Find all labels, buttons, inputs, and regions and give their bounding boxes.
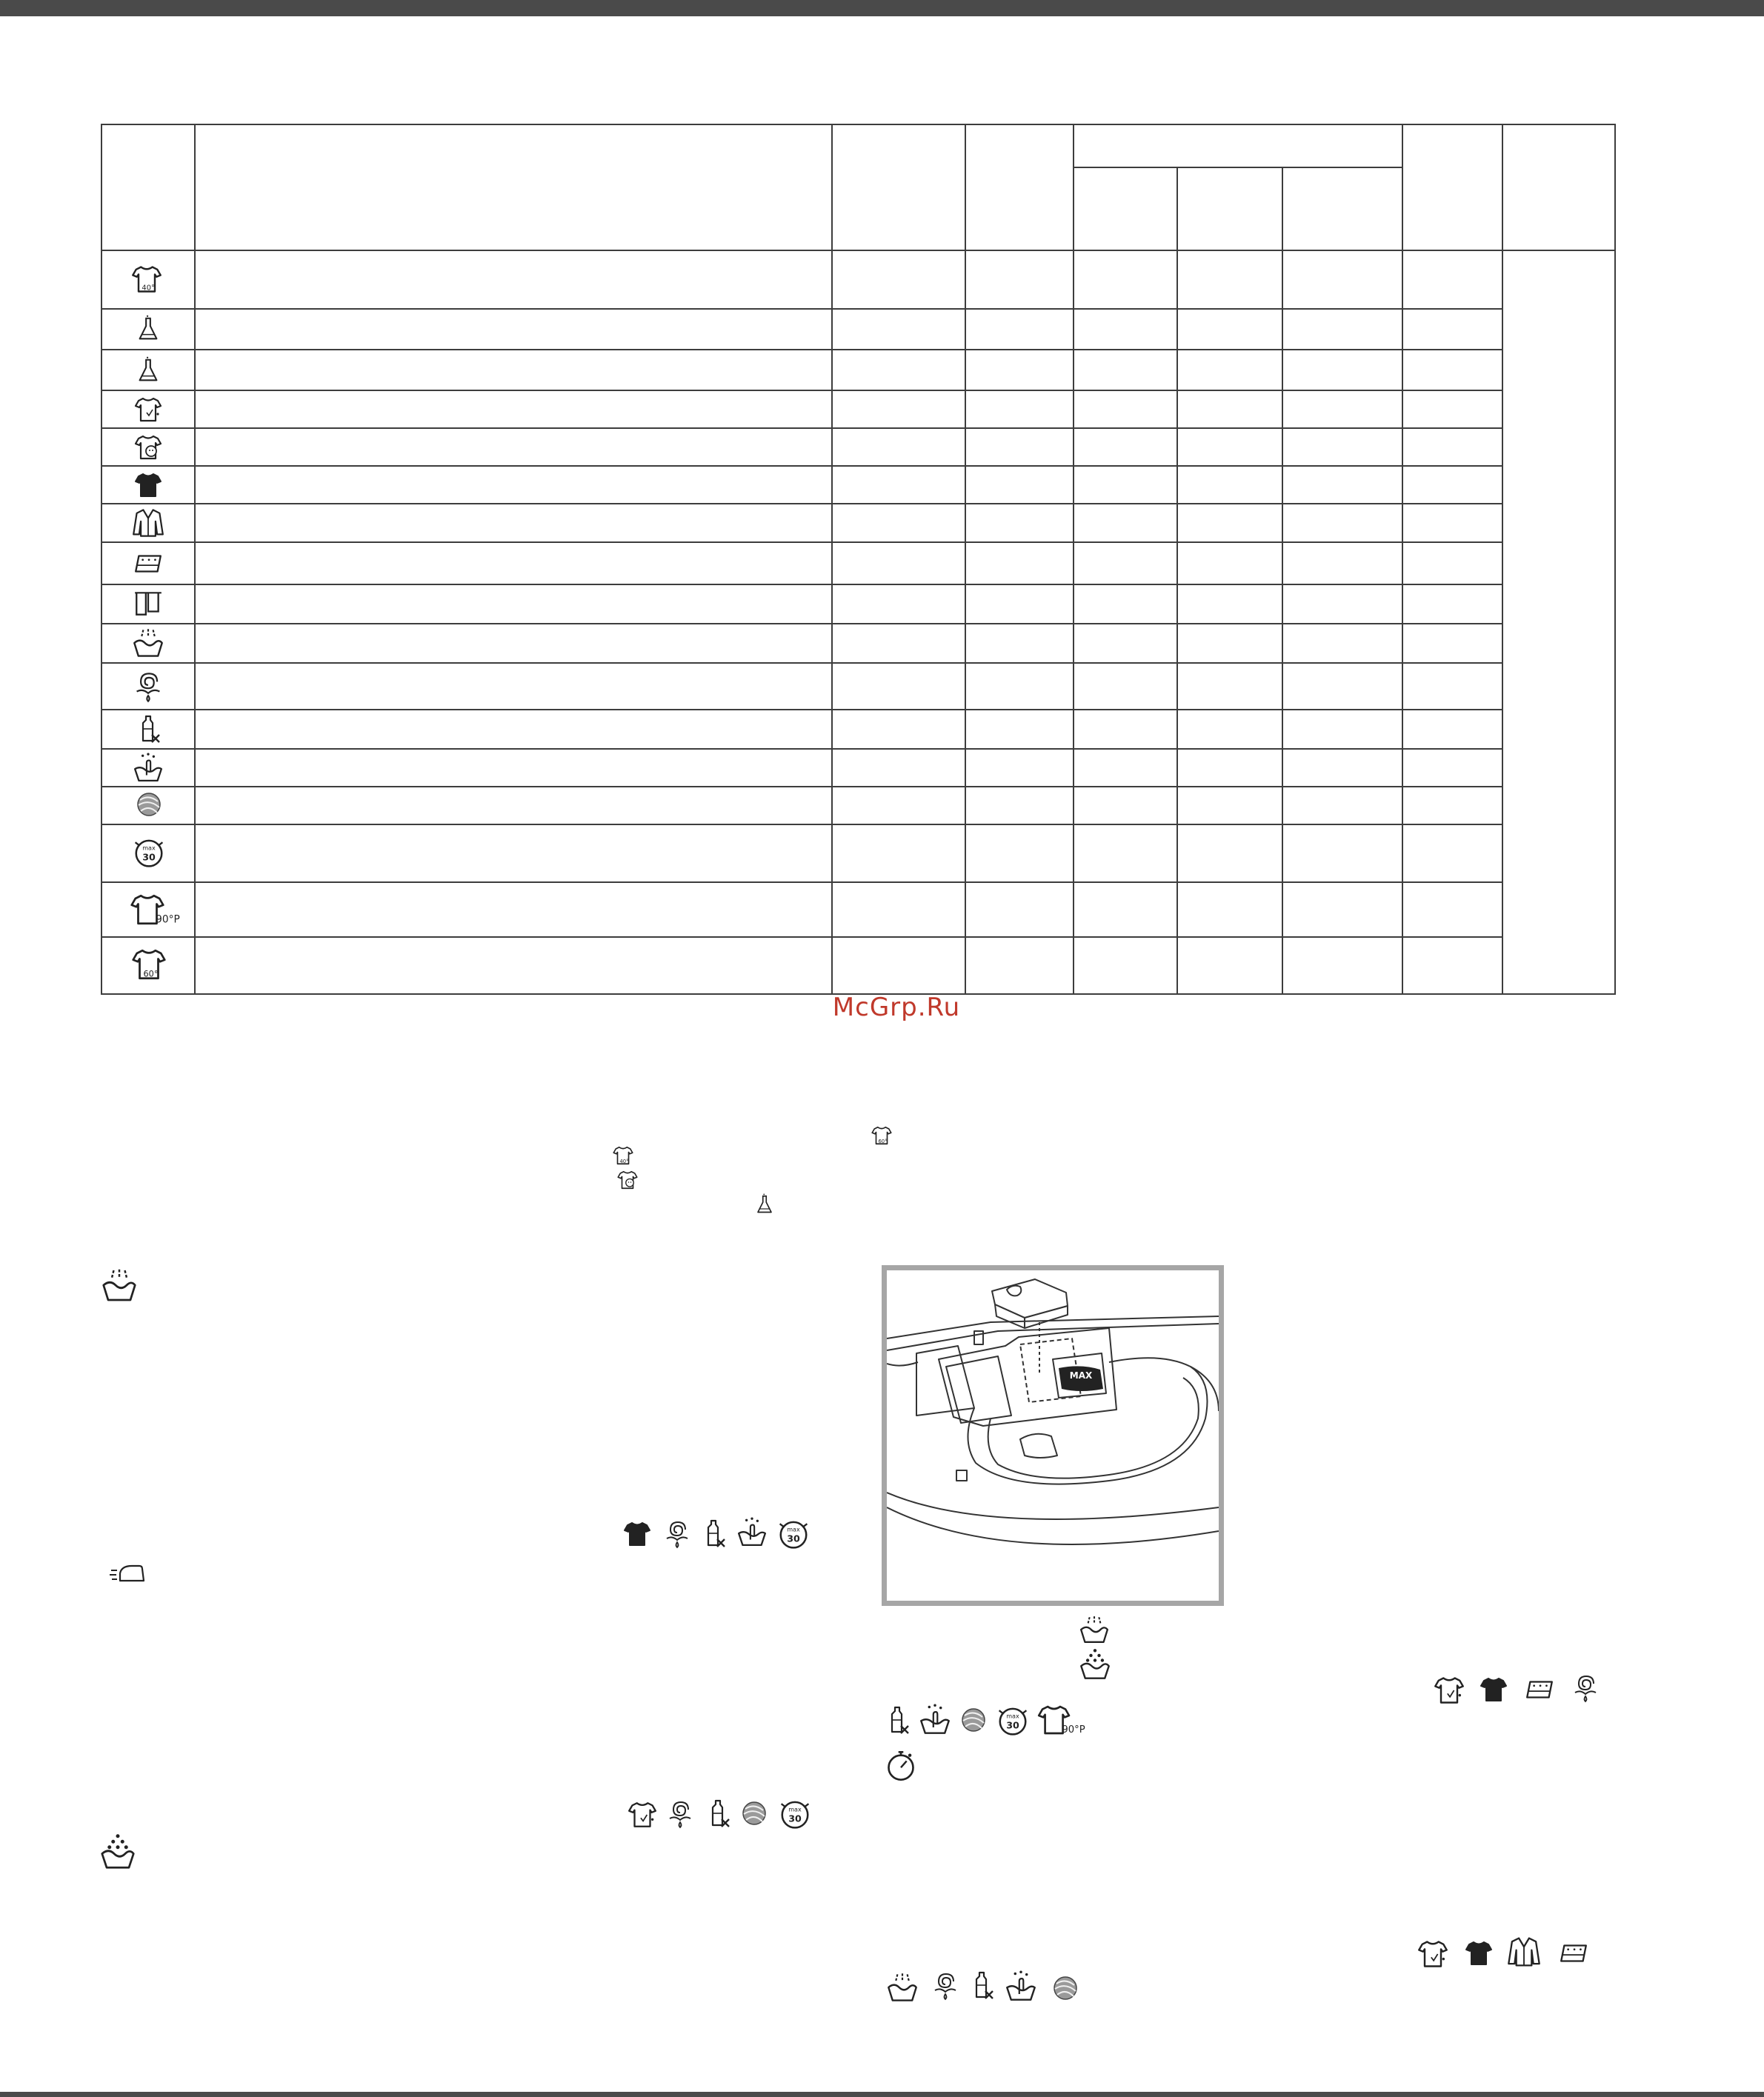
dispenser-max-label: MAX xyxy=(1069,1370,1093,1381)
cotton-40-label: 40° xyxy=(142,284,155,293)
shirts-jacket-icon xyxy=(132,507,164,539)
rinse-spiral-icon xyxy=(132,668,164,705)
baby-bottle-row-icon-2 xyxy=(704,1796,733,1831)
synthetic-shirt-row-icon xyxy=(627,1798,658,1831)
cotton-90p-icon xyxy=(129,891,188,928)
prewash-icon xyxy=(132,627,164,659)
hand-wash-right-icon-2 xyxy=(1005,1969,1037,2003)
hand-wash-row-icon xyxy=(736,1516,768,1548)
svg-text:90°P: 90°P xyxy=(1062,1724,1085,1736)
baby-shirt-icon xyxy=(133,432,163,463)
rinse-spiral-row-icon-2 xyxy=(665,1796,695,1833)
detergent-drawer-drawing xyxy=(887,1270,1219,1601)
wool-icon xyxy=(134,790,164,819)
synthetic-shirt-right-icon xyxy=(1433,1674,1465,1707)
shirts-jacket-right-icon xyxy=(1507,1935,1541,1969)
dark-shirt-row-icon xyxy=(622,1518,652,1550)
stain-flask-icon-2 xyxy=(134,354,162,387)
baby-bottle-row-icon xyxy=(699,1517,729,1550)
dark-shirt-icon xyxy=(133,470,163,501)
hand-wash-icon xyxy=(133,751,164,784)
wool-right-icon-2 xyxy=(1051,1973,1080,2003)
wool-right-icon xyxy=(959,1705,988,1735)
stain-flask-icon xyxy=(134,313,162,345)
rinse-spiral-right-icon xyxy=(1571,1670,1600,1707)
mix-30-right-icon xyxy=(996,1704,1030,1738)
cotton-90p-right-icon xyxy=(1036,1702,1094,1738)
super-wash-icon xyxy=(99,1833,136,1871)
mix-30-row-icon xyxy=(776,1517,811,1551)
duvet-right-icon xyxy=(1522,1674,1557,1705)
easy-iron-icon xyxy=(99,1558,156,1588)
prewash-icon-right xyxy=(1079,1613,1110,1646)
dark-shirt-right-icon xyxy=(1479,1674,1508,1705)
duvet-icon xyxy=(132,548,164,579)
prewash-section-icon xyxy=(101,1267,138,1304)
delay-timer-icon xyxy=(885,1748,917,1784)
rinse-spiral-row-icon xyxy=(662,1516,692,1553)
wool-row-icon xyxy=(739,1798,769,1828)
mix-30-row-icon-2 xyxy=(778,1797,812,1831)
baby-shirt-inline-icon xyxy=(616,1168,639,1192)
hand-wash-right-icon xyxy=(919,1702,951,1736)
baby-bottle-icon xyxy=(134,713,164,745)
rinse-spiral-right-icon-2 xyxy=(931,1967,960,2004)
watermark: McGrp.Ru xyxy=(832,993,961,1022)
cotton-40-inline-icon xyxy=(612,1144,634,1167)
stain-flask-inline-icon xyxy=(753,1192,776,1217)
cotton-40-icon xyxy=(130,263,163,296)
synthetic-shirt-icon xyxy=(133,394,163,425)
cotton-60-inline-icon xyxy=(871,1124,893,1147)
detergent-drawer-figure xyxy=(882,1265,1224,1606)
program-table xyxy=(0,0,1764,1007)
cotton-60-icon xyxy=(130,946,167,983)
svg-text:40°: 40° xyxy=(619,1158,629,1164)
bottom-border-bar xyxy=(0,2092,1764,2097)
dark-shirt-right-icon-2 xyxy=(1464,1938,1494,1969)
prewash-right-icon-2 xyxy=(886,1970,919,2004)
curtains-icon xyxy=(132,588,164,619)
cotton-60-label: 60° xyxy=(143,969,159,979)
mix-30-icon xyxy=(132,836,166,870)
baby-bottle-right-icon xyxy=(883,1702,913,1738)
synthetic-shirt-right-icon-2 xyxy=(1417,1938,1449,1970)
baby-bottle-right-icon-2 xyxy=(968,1967,997,2003)
svg-text:60°: 60° xyxy=(878,1138,888,1144)
duvet-right-icon-2 xyxy=(1556,1938,1591,1969)
cotton-90p-label: 90°P xyxy=(156,913,180,926)
super-wash-icon-right xyxy=(1079,1647,1111,1681)
